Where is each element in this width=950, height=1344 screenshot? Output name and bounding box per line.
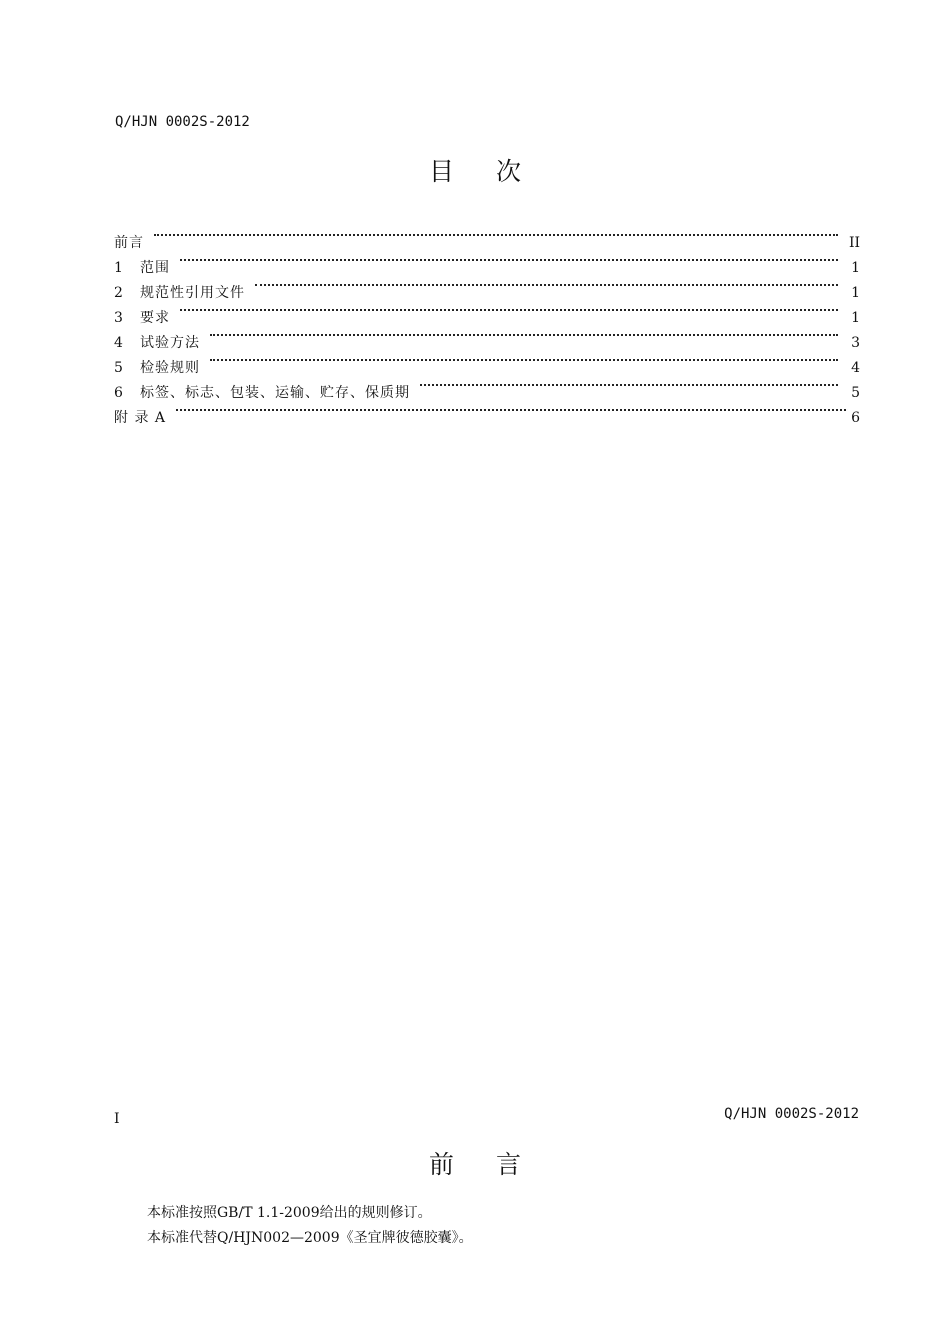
- toc-entry-label: 附 录 A: [114, 410, 167, 426]
- toc-entry-label: 规范性引用文件: [140, 285, 245, 301]
- toc-entry-page: 1: [851, 310, 860, 326]
- toc-entry-label: 检验规则: [140, 360, 200, 376]
- toc-leader-dots: [420, 372, 838, 397]
- table-of-contents: [114, 222, 860, 426]
- toc-entry-page: 1: [851, 285, 860, 301]
- foreword-paragraph: 本标准按照GB/T 1.1-2009给出的规则修订。: [147, 1205, 432, 1221]
- toc-entry-label: 要求: [140, 310, 170, 326]
- toc-leader-dots: [176, 397, 846, 422]
- foreword-paragraph: 本标准代替Q/HJN002—2009《圣宜牌彼德胶囊》。: [147, 1230, 473, 1246]
- toc-entry-page: II: [848, 235, 860, 251]
- toc-entry-number: 6: [114, 385, 123, 401]
- toc-entry-scope[interactable]: [114, 247, 860, 276]
- toc-leader-dots: [210, 347, 838, 372]
- toc-entry-label: 范围: [140, 260, 170, 276]
- toc-entry-page: 6: [851, 410, 860, 426]
- standard-code-header-page2: Q/HJN 0002S-2012: [724, 1106, 859, 1122]
- toc-leader-dots: [255, 272, 838, 297]
- toc-leader-dots: [210, 322, 838, 347]
- toc-entry-page: 1: [851, 260, 860, 276]
- toc-entry-labeling-packaging[interactable]: [114, 372, 860, 401]
- toc-entry-page: 5: [851, 385, 860, 401]
- standard-code-header: Q/HJN 0002S-2012: [115, 114, 250, 130]
- toc-entry-number: 1: [114, 260, 123, 276]
- page-number: I: [114, 1111, 120, 1127]
- toc-entry-number: 4: [114, 335, 123, 351]
- toc-entry-number: 3: [114, 310, 123, 326]
- toc-entry-page: 4: [851, 360, 860, 376]
- toc-entry-label: 标签、标志、包装、运输、贮存、保质期: [140, 385, 410, 401]
- toc-entry-appendix-a[interactable]: [114, 397, 860, 426]
- toc-entry-requirements[interactable]: [114, 297, 860, 326]
- toc-entry-label: 试验方法: [140, 335, 200, 351]
- toc-entry-number: 2: [114, 285, 123, 301]
- toc-leader-dots: [180, 247, 838, 272]
- toc-title: 目次: [428, 157, 563, 186]
- toc-entry-normative-references[interactable]: [114, 272, 860, 301]
- toc-entry-test-methods[interactable]: [114, 322, 860, 351]
- toc-entry-page: 3: [851, 335, 860, 351]
- toc-entry-number: 5: [114, 360, 123, 376]
- foreword-title: 前言: [428, 1150, 563, 1179]
- toc-entry-foreword[interactable]: [114, 222, 860, 251]
- toc-leader-dots: [154, 222, 838, 247]
- toc-entry-label: 前言: [114, 235, 144, 251]
- toc-entry-inspection-rules[interactable]: [114, 347, 860, 376]
- toc-leader-dots: [180, 297, 838, 322]
